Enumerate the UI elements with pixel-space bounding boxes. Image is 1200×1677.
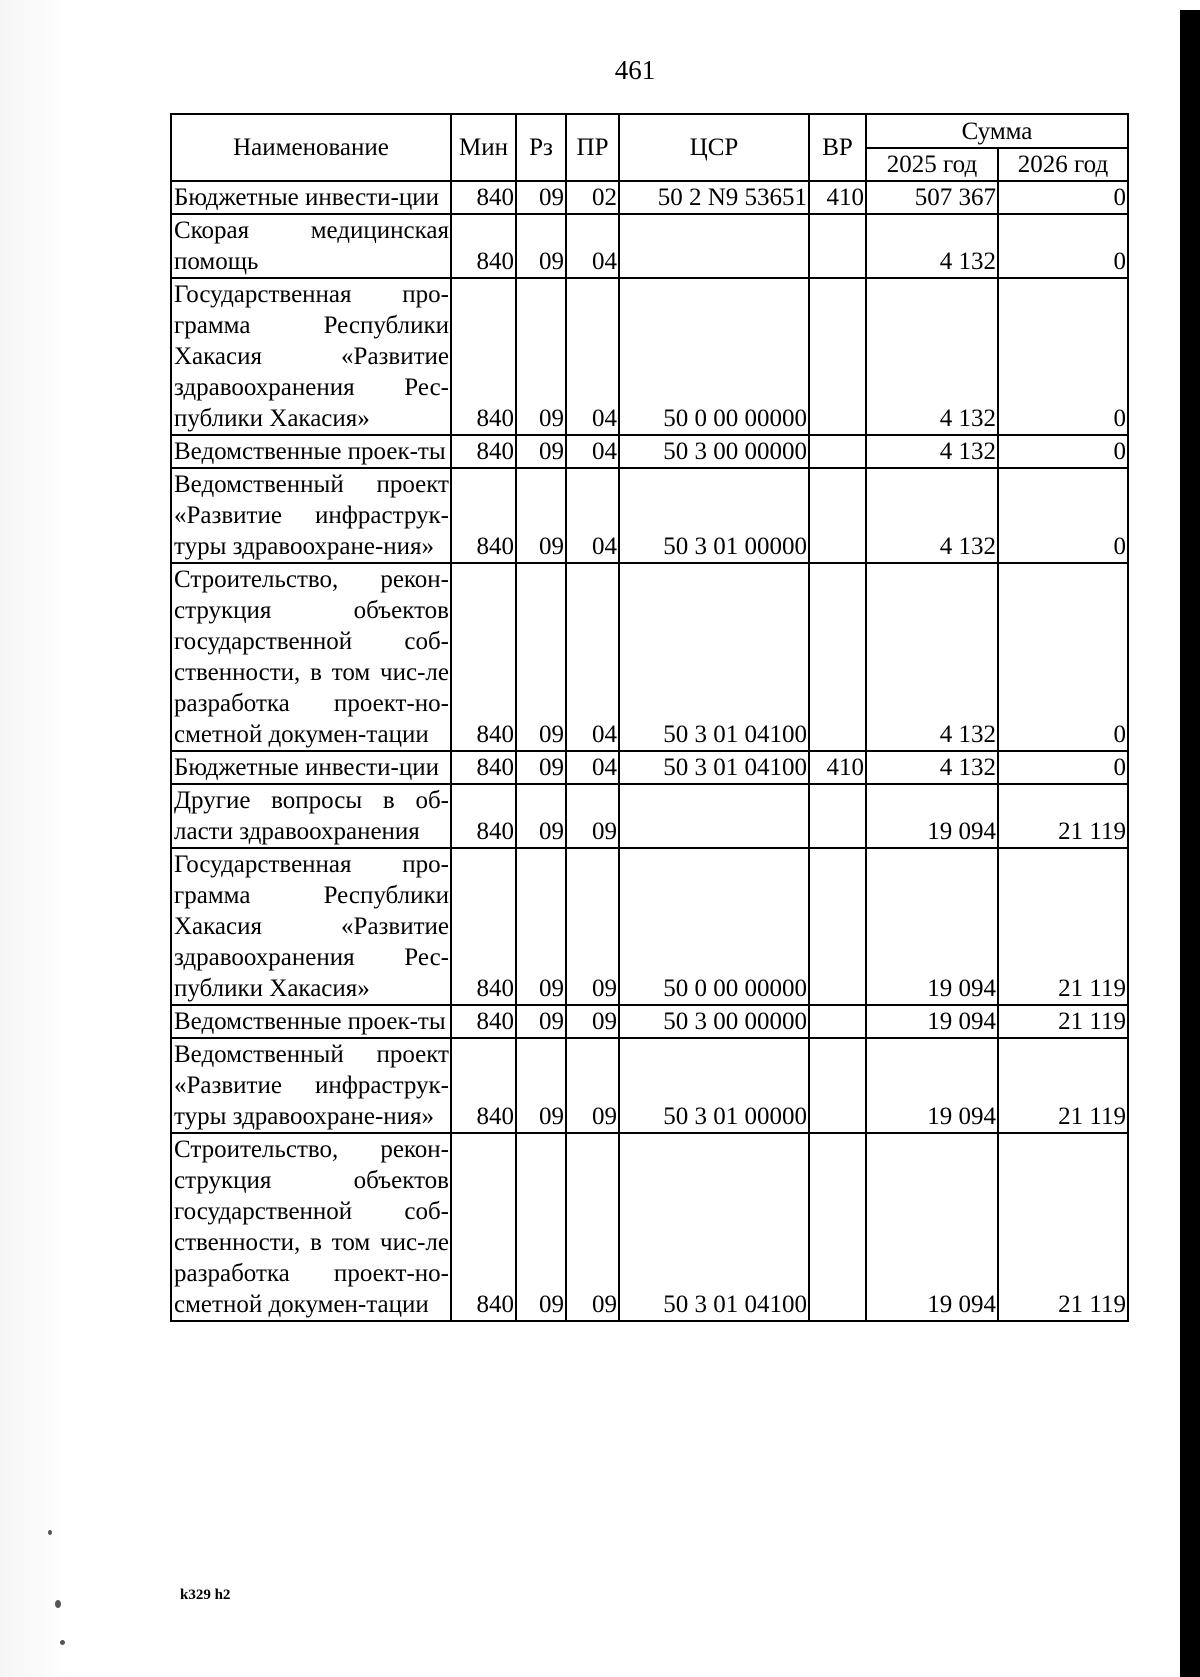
- cell-rz: 09: [516, 1133, 566, 1321]
- cell-rz: 09: [516, 1005, 566, 1038]
- scan-speck: [55, 1600, 61, 1608]
- cell-min: 840: [451, 848, 516, 1005]
- header-min: Мин: [451, 114, 516, 181]
- table-row: [171, 751, 1128, 784]
- cell-2025: 19 094: [866, 784, 998, 848]
- cell-min: 840: [451, 468, 516, 563]
- table-row: [171, 214, 1128, 278]
- table-row: [171, 1005, 1128, 1038]
- cell-rz: 09: [516, 563, 566, 751]
- cell-name: Государственная про-грамма Республики Хакасия «Развитие здравоохранения Рес-публики Хакасия»: [171, 848, 451, 1005]
- cell-csr: 50 0 00 00000: [619, 848, 809, 1005]
- cell-rz: 09: [516, 435, 566, 468]
- cell-2026: 0: [998, 563, 1128, 751]
- table-row: [171, 278, 1128, 435]
- cell-vr: [809, 1038, 866, 1133]
- cell-pr: 09: [566, 1005, 619, 1038]
- header-sum: Сумма: [866, 114, 1128, 148]
- cell-rz: 09: [516, 214, 566, 278]
- cell-2025: 4 132: [866, 278, 998, 435]
- cell-min: 840: [451, 214, 516, 278]
- table-row: [171, 1133, 1128, 1321]
- table-row: [171, 1038, 1128, 1133]
- cell-2025: 4 132: [866, 563, 998, 751]
- table-row: [171, 435, 1128, 468]
- header-year-2026: 2026 год: [998, 148, 1128, 181]
- cell-csr: 50 3 00 00000: [619, 1005, 809, 1038]
- cell-pr: 04: [566, 435, 619, 468]
- cell-min: 840: [451, 278, 516, 435]
- cell-min: 840: [451, 784, 516, 848]
- cell-pr: 04: [566, 214, 619, 278]
- cell-2026: 0: [998, 278, 1128, 435]
- cell-min: 840: [451, 563, 516, 751]
- cell-2026: 0: [998, 435, 1128, 468]
- cell-2025: 4 132: [866, 468, 998, 563]
- cell-name: Ведомственный проект «Развитие инфраструк-туры здравоохране-ния»: [171, 1038, 451, 1133]
- cell-csr: 50 3 01 04100: [619, 751, 809, 784]
- table-row: [171, 468, 1128, 563]
- cell-min: 840: [451, 751, 516, 784]
- cell-name: Ведомственный проект «Развитие инфраструк-туры здравоохране-ния»: [171, 468, 451, 563]
- table-row: [171, 784, 1128, 848]
- cell-2025: 19 094: [866, 1005, 998, 1038]
- cell-rz: 09: [516, 181, 566, 214]
- cell-csr: 50 3 01 00000: [619, 468, 809, 563]
- cell-pr: 09: [566, 784, 619, 848]
- cell-rz: 09: [516, 751, 566, 784]
- cell-2025: 19 094: [866, 848, 998, 1005]
- cell-min: 840: [451, 1133, 516, 1321]
- cell-2025: 19 094: [866, 1038, 998, 1133]
- header-rz: Рз: [516, 114, 566, 181]
- cell-2025: 19 094: [866, 1133, 998, 1321]
- cell-2025: 4 132: [866, 751, 998, 784]
- cell-pr: 09: [566, 848, 619, 1005]
- cell-name: Бюджетные инвести-ции: [171, 181, 451, 214]
- cell-vr: [809, 848, 866, 1005]
- cell-pr: 02: [566, 181, 619, 214]
- cell-name: Ведомственные проек-ты: [171, 435, 451, 468]
- cell-rz: 09: [516, 278, 566, 435]
- page-number: 461: [614, 55, 656, 85]
- cell-name: Государственная про-грамма Республики Хакасия «Развитие здравоохранения Рес-публики Хакасия»: [171, 278, 451, 435]
- cell-pr: 09: [566, 1038, 619, 1133]
- cell-vr: [809, 784, 866, 848]
- cell-csr: 50 0 00 00000: [619, 278, 809, 435]
- cell-csr: 50 3 01 00000: [619, 1038, 809, 1133]
- cell-pr: 04: [566, 751, 619, 784]
- cell-2026: 21 119: [998, 784, 1128, 848]
- cell-name: Строительство, рекон-струкция объектов государственной соб-ственности, в том чис-ле разработка проект-но-сметной докумен-тации: [171, 1133, 451, 1321]
- cell-csr: [619, 784, 809, 848]
- header-pr: ПР: [566, 114, 619, 181]
- cell-2026: 21 119: [998, 1005, 1128, 1038]
- cell-rz: 09: [516, 784, 566, 848]
- cell-pr: 04: [566, 278, 619, 435]
- cell-vr: 410: [809, 751, 866, 784]
- scan-speck: [60, 1640, 65, 1645]
- cell-vr: [809, 278, 866, 435]
- table-row: [171, 181, 1128, 214]
- cell-pr: 09: [566, 1133, 619, 1321]
- cell-csr: [619, 214, 809, 278]
- cell-vr: [809, 435, 866, 468]
- cell-vr: [809, 214, 866, 278]
- scan-border-bar: [1180, 10, 1200, 1677]
- header-csr: ЦСР: [619, 114, 809, 181]
- header-year-2025: 2025 год: [866, 148, 998, 181]
- cell-2026: 0: [998, 751, 1128, 784]
- cell-name: Скорая медицинская помощь: [171, 214, 451, 278]
- scan-edge-shadow: [0, 0, 70, 1677]
- header-name: Наименование: [171, 114, 451, 181]
- cell-min: 840: [451, 1038, 516, 1133]
- cell-vr: [809, 563, 866, 751]
- cell-2026: 21 119: [998, 848, 1128, 1005]
- cell-name: Бюджетные инвести-ции: [171, 751, 451, 784]
- cell-2025: 4 132: [866, 435, 998, 468]
- cell-csr: 50 2 N9 53651: [619, 181, 809, 214]
- cell-rz: 09: [516, 1038, 566, 1133]
- cell-min: 840: [451, 435, 516, 468]
- cell-csr: 50 3 01 04100: [619, 563, 809, 751]
- cell-2025: 507 367: [866, 181, 998, 214]
- cell-2026: 0: [998, 214, 1128, 278]
- table-row: [171, 848, 1128, 1005]
- cell-vr: 410: [809, 181, 866, 214]
- cell-name: Другие вопросы в об-ласти здравоохранения: [171, 784, 451, 848]
- cell-vr: [809, 1133, 866, 1321]
- cell-pr: 04: [566, 468, 619, 563]
- header-vr: ВР: [809, 114, 866, 181]
- cell-name: Ведомственные проек-ты: [171, 1005, 451, 1038]
- table-row: [171, 563, 1128, 751]
- cell-min: 840: [451, 181, 516, 214]
- cell-csr: 50 3 00 00000: [619, 435, 809, 468]
- cell-2025: 4 132: [866, 214, 998, 278]
- cell-2026: 21 119: [998, 1133, 1128, 1321]
- cell-min: 840: [451, 1005, 516, 1038]
- cell-2026: 0: [998, 181, 1128, 214]
- cell-rz: 09: [516, 848, 566, 1005]
- budget-table: [170, 113, 1129, 1322]
- cell-pr: 04: [566, 563, 619, 751]
- cell-2026: 0: [998, 468, 1128, 563]
- scan-speck: [48, 1530, 52, 1535]
- cell-csr: 50 3 01 04100: [619, 1133, 809, 1321]
- cell-2026: 21 119: [998, 1038, 1128, 1133]
- cell-rz: 09: [516, 468, 566, 563]
- footer-code: k329 h2: [180, 1587, 231, 1603]
- cell-vr: [809, 468, 866, 563]
- cell-name: Строительство, рекон-струкция объектов государственной соб-ственности, в том чис-ле разработка проект-но-сметной докумен-тации: [171, 563, 451, 751]
- cell-vr: [809, 1005, 866, 1038]
